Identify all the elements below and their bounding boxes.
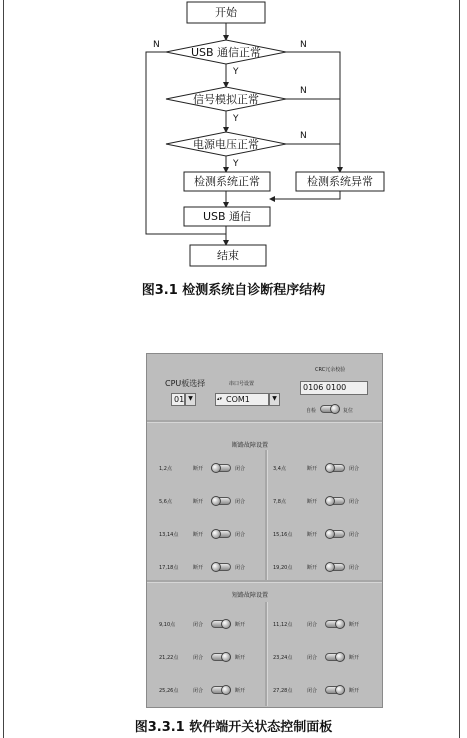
system-error-label: 检测系统异常 — [307, 175, 373, 188]
cpu-board-dropdown-icon[interactable]: ▼ — [185, 393, 196, 406]
open-left-state-b-label: 闭合 — [235, 499, 246, 505]
open-left-state-b-label: 闭合 — [235, 565, 246, 571]
short-left-point-label: 25,26点 — [159, 688, 179, 694]
short-section-divider — [265, 602, 268, 706]
no-mark-power: N — [300, 131, 307, 141]
no-mark-usb-right: N — [300, 40, 307, 50]
open-right-switch-toggle[interactable] — [325, 563, 345, 571]
open-right-point-label: 3,4点 — [273, 466, 286, 472]
short-right-point-label: 23,24点 — [273, 655, 293, 661]
short-left-switch-toggle[interactable] — [211, 620, 231, 628]
crc-label: CRC冗余校验 — [315, 367, 346, 373]
open-right-point-label: 15,16点 — [273, 532, 293, 538]
short-right-point-label: 27,28点 — [273, 688, 293, 694]
signal-check-label: 信号模拟正常 — [193, 93, 259, 106]
open-right-switch-toggle[interactable] — [325, 497, 345, 505]
open-left-point-label: 13,14点 — [159, 532, 179, 538]
short-left-switch-toggle[interactable] — [211, 686, 231, 694]
open-right-switch-toggle[interactable] — [325, 530, 345, 538]
short-right-state-a-label: 闭合 — [307, 655, 318, 661]
short-left-state-b-label: 断开 — [235, 655, 246, 661]
end-label: 结束 — [217, 249, 239, 262]
figure-caption-panel: 图3.3.1 软件端开关状态控制面板 — [134, 720, 333, 735]
short-circuit-section-title: 短路故障设置 — [232, 592, 269, 599]
open-right-point-label: 7,8点 — [273, 499, 286, 505]
short-left-point-label: 21,22点 — [159, 655, 179, 661]
open-left-point-label: 17,18点 — [159, 565, 179, 571]
usb-check-label: USB 通信正常 — [190, 46, 262, 59]
section-separator — [147, 580, 382, 583]
open-left-state-b-label: 闭合 — [235, 466, 246, 472]
open-right-state-a-label: 断开 — [307, 499, 318, 505]
short-left-state-a-label: 闭合 — [193, 655, 204, 661]
open-left-point-label: 1,2点 — [159, 466, 172, 472]
short-left-state-a-label: 闭合 — [193, 622, 204, 628]
short-left-state-b-label: 断开 — [235, 688, 246, 694]
open-circuit-section-title: 断路故障设置 — [232, 442, 269, 449]
short-left-state-a-label: 闭合 — [193, 688, 204, 694]
open-right-state-a-label: 断开 — [307, 532, 318, 538]
yes-mark-usb: Y — [233, 67, 239, 77]
short-left-state-b-label: 断开 — [235, 622, 246, 628]
usb-comm-label: USB 通信 — [202, 210, 252, 223]
auto-check-label: 自检 — [306, 408, 317, 414]
serial-port-select[interactable]: COM1 — [215, 393, 269, 406]
figure-caption-flowchart: 图3.1 检测系统自诊断程序结构 — [141, 283, 326, 298]
open-right-switch-toggle[interactable] — [325, 464, 345, 472]
open-left-switch-toggle[interactable] — [211, 464, 231, 472]
short-right-switch-toggle[interactable] — [325, 653, 345, 661]
short-right-switch-toggle[interactable] — [325, 620, 345, 628]
open-right-state-b-label: 闭合 — [349, 565, 360, 571]
open-section-divider — [265, 450, 268, 580]
no-mark-signal: N — [300, 86, 307, 96]
serial-port-dropdown-icon[interactable]: ▼ — [269, 393, 280, 406]
open-right-state-a-label: 断开 — [307, 565, 318, 571]
system-ok-label: 检测系统正常 — [194, 175, 260, 188]
open-left-switch-toggle[interactable] — [211, 530, 231, 538]
open-left-point-label: 5,6点 — [159, 499, 172, 505]
auto-reset-toggle[interactable] — [320, 405, 340, 413]
short-right-state-b-label: 断开 — [349, 655, 360, 661]
short-right-switch-toggle[interactable] — [325, 686, 345, 694]
header-separator — [147, 420, 382, 423]
open-right-state-b-label: 闭合 — [349, 466, 360, 472]
open-right-point-label: 19,20点 — [273, 565, 293, 571]
short-left-switch-toggle[interactable] — [211, 653, 231, 661]
open-left-state-a-label: 断开 — [193, 532, 204, 538]
crc-value-field: 0106 0100 — [300, 381, 368, 395]
open-left-state-a-label: 断开 — [193, 466, 204, 472]
self-diagnosis-flowchart — [0, 0, 467, 275]
open-right-state-b-label: 闭合 — [349, 499, 360, 505]
open-left-state-a-label: 断开 — [193, 565, 204, 571]
no-mark-usb-left: N — [153, 40, 160, 50]
open-right-state-a-label: 断开 — [307, 466, 318, 472]
open-right-state-b-label: 闭合 — [349, 532, 360, 538]
short-right-state-a-label: 闭合 — [307, 622, 318, 628]
cpu-board-label: CPU板选择 — [165, 379, 206, 388]
short-right-state-b-label: 断开 — [349, 622, 360, 628]
open-left-switch-toggle[interactable] — [211, 497, 231, 505]
open-left-state-a-label: 断开 — [193, 499, 204, 505]
short-left-point-label: 9,10点 — [159, 622, 176, 628]
serial-port-label: 串口号设置 — [229, 381, 255, 387]
short-right-point-label: 11,12点 — [273, 622, 293, 628]
open-left-switch-toggle[interactable] — [211, 563, 231, 571]
reset-label: 复位 — [343, 408, 354, 414]
power-check-label: 电源电压正常 — [193, 138, 259, 151]
serial-port-spin-icon[interactable]: ▴▾ — [217, 396, 223, 402]
short-right-state-b-label: 断开 — [349, 688, 360, 694]
open-left-state-b-label: 闭合 — [235, 532, 246, 538]
start-label: 开始 — [215, 6, 237, 19]
cpu-board-select[interactable]: 01 — [171, 393, 185, 406]
yes-mark-signal: Y — [233, 114, 239, 124]
short-right-state-a-label: 闭合 — [307, 688, 318, 694]
yes-mark-power: Y — [233, 159, 239, 169]
switch-control-panel — [146, 353, 383, 708]
